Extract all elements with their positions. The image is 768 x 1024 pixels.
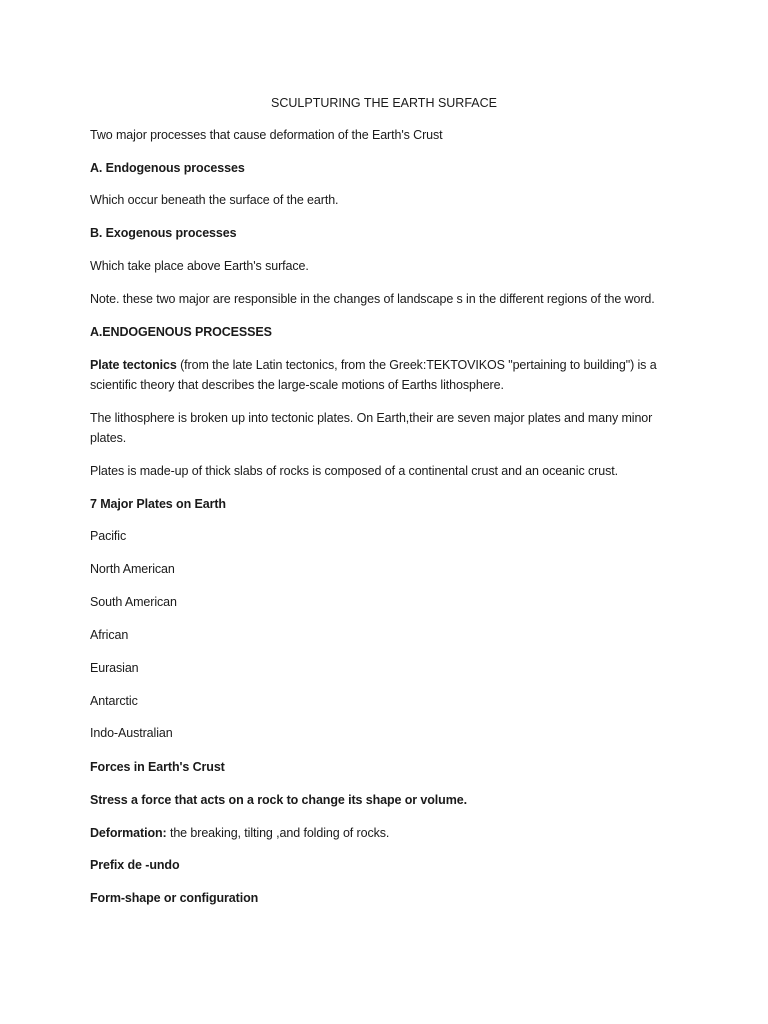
stress-definition: Stress a force that acts on a rock to change its shape or volume. [90,793,467,807]
intro-text: Two major processes that cause deformation of the Earth's Crust [90,128,443,142]
plate-list-item: Eurasian [90,661,139,675]
forces-heading: Forces in Earth's Crust [90,760,225,774]
plate-list-item: South American [90,595,177,609]
plate-list-item: Antarctic [90,694,138,708]
exogenous-description: Which take place above Earth's surface. [90,259,309,273]
plate-tectonics-text: (from the late Latin tectonics, from the Greek:TEKTOVIKOS "pertaining to building") is a [176,358,657,372]
prefix-line: Prefix de -undo [90,858,180,872]
plate-list-item: Pacific [90,529,127,543]
plate-list-item: African [90,628,129,642]
plates-description: Plates is made-up of thick slabs of rocks is composed of a continental crust and an oceanic crust. [90,464,618,478]
plate-tectonics-paragraph [90,355,657,375]
plate-list-item: North American [90,562,175,576]
section-heading: A.ENDOGENOUS PROCESSES [90,325,272,339]
endogenous-heading: A. Endogenous processes [90,161,245,175]
endogenous-description: Which occur beneath the surface of the earth. [90,193,339,207]
deformation-definition [90,823,389,843]
plate-list-item: Indo-Australian [90,726,173,740]
note-text: Note. these two major are responsible in the changes of landscape s in the different regions of the word. [90,292,655,306]
form-line: Form-shape or configuration [90,891,259,905]
lithosphere-text-line1: The lithosphere is broken up into tectonic plates. On Earth,their are seven major plates and many minor [90,411,653,425]
plate-tectonics-text-line2: scientific theory that describes the large-scale motions of Earths lithosphere. [90,378,504,392]
deformation-term: Deformation: [90,826,167,840]
deformation-text: the breaking, tilting ,and folding of rocks. [166,826,390,840]
major-plates-heading: 7 Major Plates on Earth [90,497,226,511]
exogenous-heading: B. Exogenous processes [90,226,237,240]
lithosphere-text-line2: plates. [90,431,127,445]
document-title: SCULPTURING THE EARTH SURFACE [271,96,497,110]
plate-tectonics-term: Plate tectonics [90,358,177,372]
